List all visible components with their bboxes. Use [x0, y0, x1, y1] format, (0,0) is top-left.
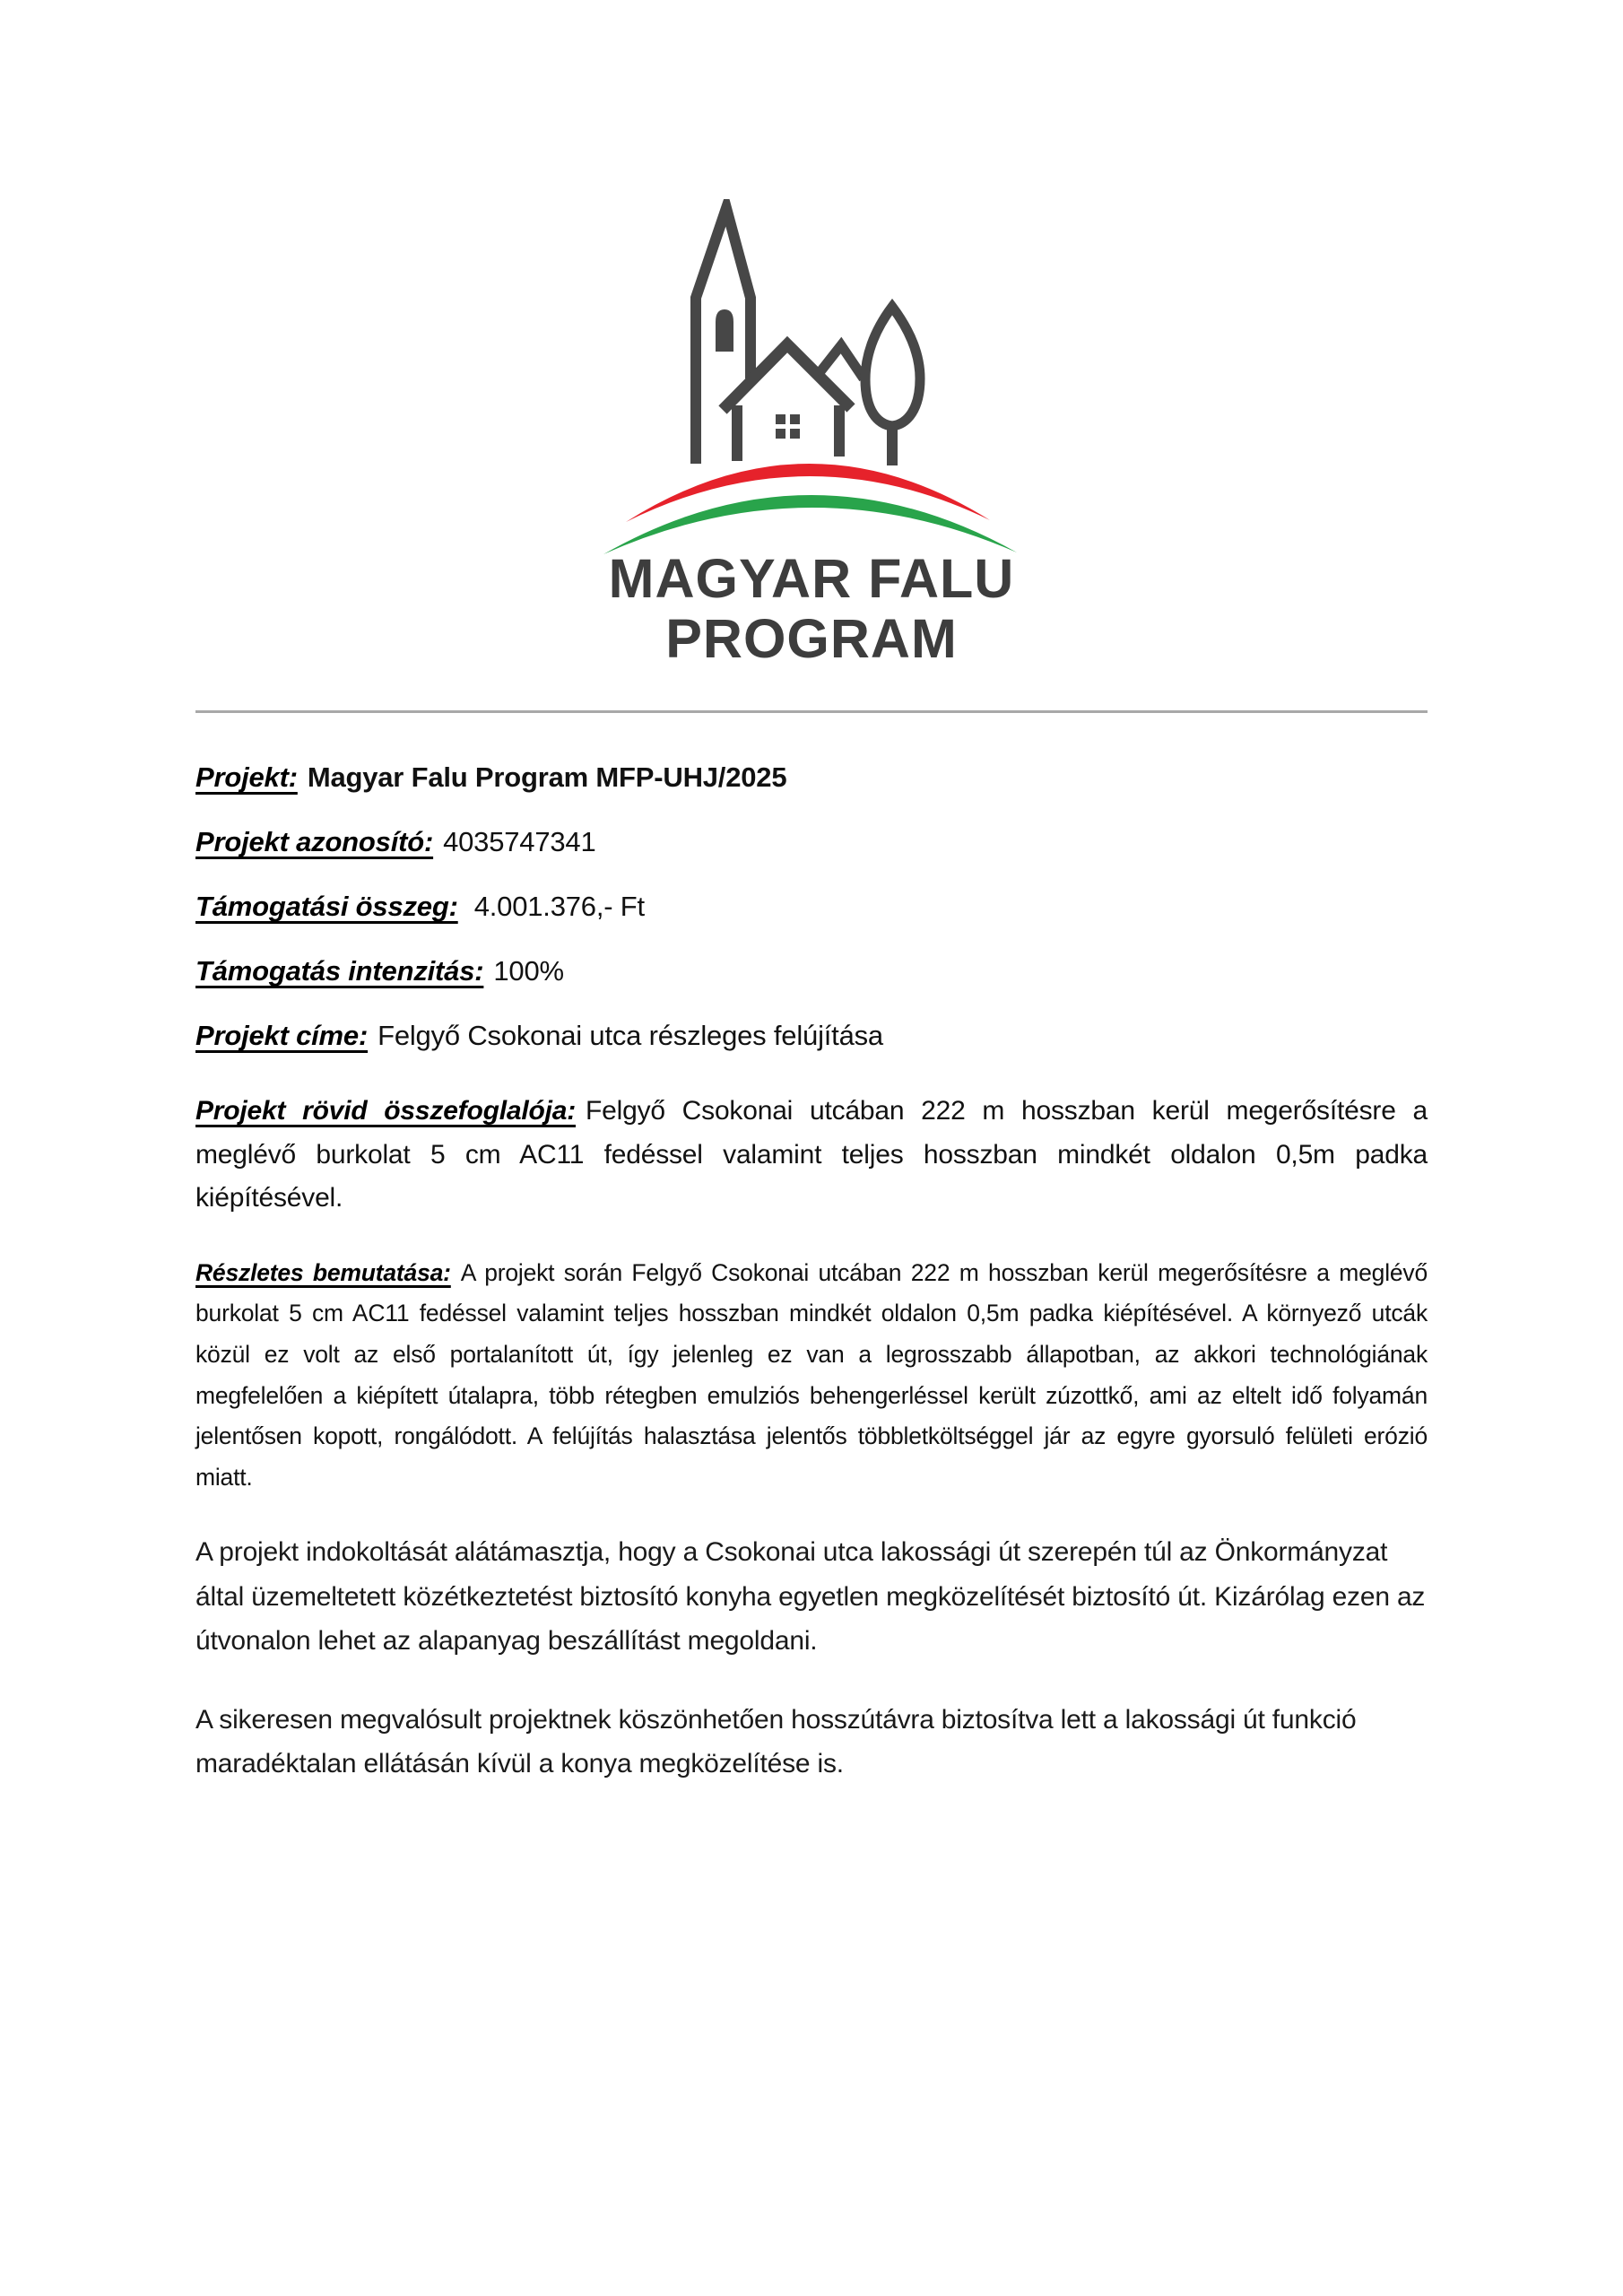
- field-row-cime: [195, 1018, 1428, 1054]
- field-row-intenzitas: [195, 953, 1428, 989]
- village-church-house-tree-icon: [550, 199, 1074, 558]
- logo-wordmark-line1: MAGYAR FALU: [608, 548, 1015, 609]
- logo-wordmark-line2: PROGRAM: [665, 608, 958, 669]
- field-value: Felgyő Csokonai utca részleges felújítása: [378, 1020, 883, 1051]
- project-details-paragraph: [195, 1253, 1428, 1498]
- tower-window: [716, 309, 733, 352]
- field-row-projekt: [195, 760, 1428, 796]
- field-label: Projekt azonosító:: [195, 826, 434, 857]
- hill-peak-outline: [818, 345, 864, 378]
- house-window-pane: [790, 414, 800, 424]
- logo-wordmark: [542, 549, 1081, 669]
- project-summary-paragraph: [195, 1090, 1428, 1221]
- house-window-pane: [776, 414, 785, 424]
- field-label: Projekt:: [195, 761, 298, 793]
- field-value: 4.001.376,- Ft: [473, 891, 645, 922]
- details-text: A projekt során Felgyő Csokonai utcában 222 m hosszban kerül megerősítésre a meglévő burkolat 5 cm AC11 fedéssel valamint teljes hosszban mindkét oldalon 0,5m padka kiépítésével. A környező utcák közül ez volt az első portalanított út, így jelenleg ez van a legrosszabb állapotban, az akkori technológiának megfelelően a kiépített útalapra, több rétegben emulziós behengerléssel került zúzottkő, ami az eltelt idő folyamán jelentősen kopott, rongálódott. A felújítás halasztása jelentős többletköltséggel jár az egyre gyorsuló felületi erózió miatt.: [195, 1258, 1428, 1491]
- red-swoosh-arc-icon: [626, 464, 990, 522]
- field-row-osszeg: [195, 889, 1428, 925]
- magyar-falu-program-logo: [542, 0, 1081, 669]
- field-label: Projekt címe:: [195, 1020, 369, 1051]
- details-label: Részletes bemutatása:: [195, 1258, 451, 1286]
- field-value: 4035747341: [443, 826, 596, 857]
- field-label: Támogatási összeg:: [195, 891, 458, 922]
- summary-text: Felgyő Csokonai utcában 222 m hosszban kerül megerősítésre a meglévő burkolat 5 cm AC11 fedéssel valamint teljes hosszban mindkét oldalon 0,5m padka kiépítésével.: [195, 1096, 1428, 1213]
- summary-label: Projekt rövid összefoglalója:: [195, 1096, 577, 1126]
- house-window-pane: [790, 429, 800, 439]
- document-body: [0, 713, 1623, 1787]
- house-window-pane: [776, 429, 785, 439]
- field-label: Támogatás intenzitás:: [195, 955, 484, 987]
- justification-paragraph: A projekt indokoltását alátámasztja, hogy a Csokonai utca lakossági út szerepén túl az Önkormányzat által üzemeltetett közétkeztetést biztosító konyha egyetlen megközelítését biztosító út. Kizárólag ezen az útvonalon lehet az alapanyag beszállítást megoldani.: [195, 1537, 1426, 1657]
- field-row-azonosito: [195, 824, 1428, 860]
- tree-outline: [865, 307, 920, 426]
- field-value: 100%: [493, 955, 564, 987]
- field-value: Magyar Falu Program MFP-UHJ/2025: [307, 761, 787, 793]
- closing-paragraph: A sikeresen megvalósult projektnek köszönhetően hosszútávra biztosítva lett a lakossági út funkció maradéktalan ellátásán kívül a konya megközelítése is.: [195, 1704, 1357, 1779]
